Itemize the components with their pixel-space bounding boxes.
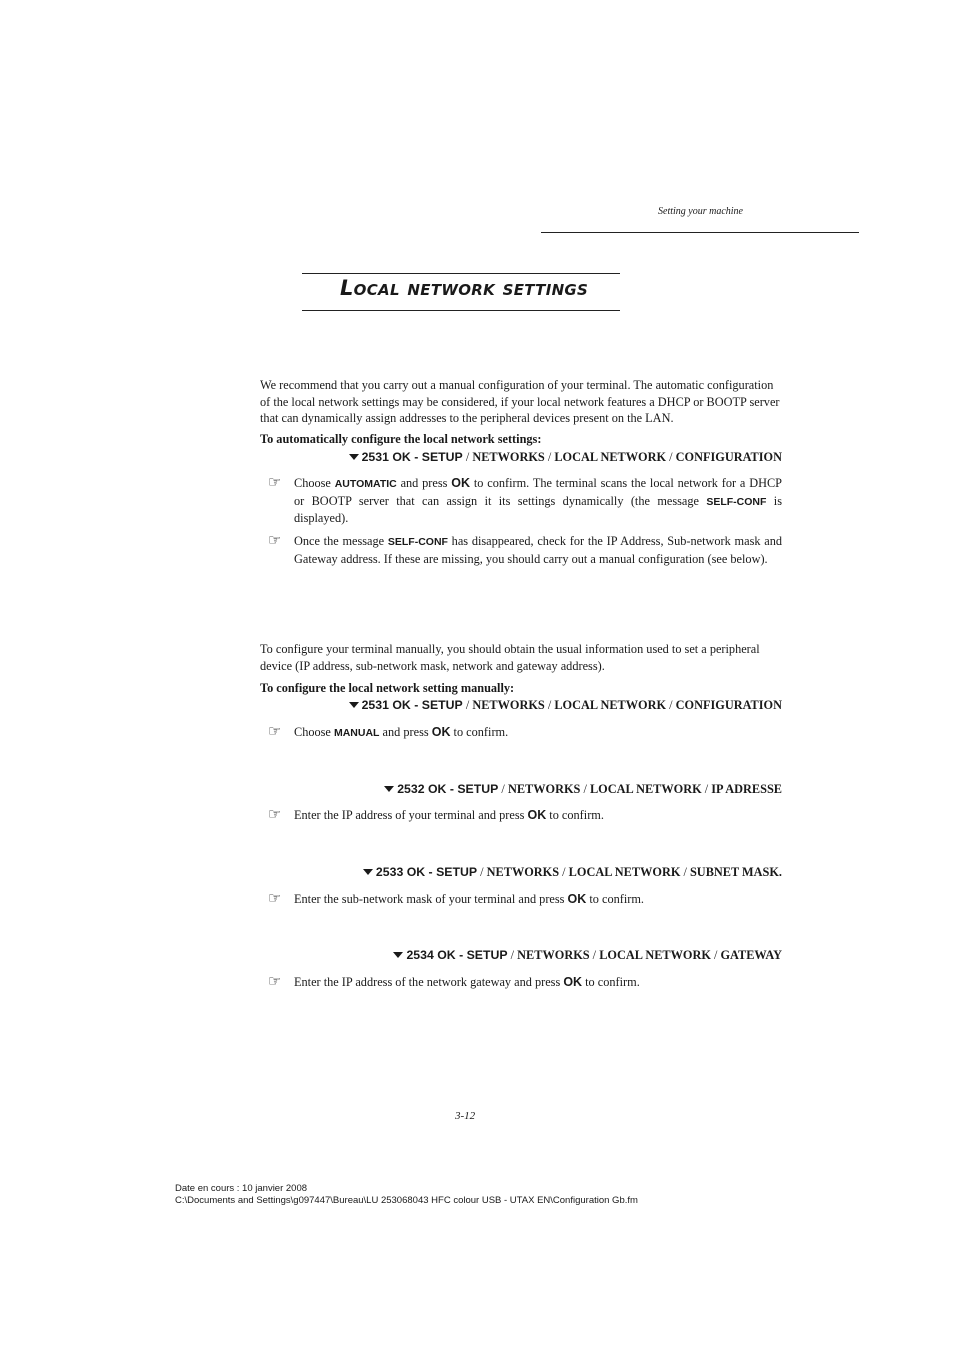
ok-key: OK — [431, 725, 451, 739]
manual-step-text: Choose MANUAL and press OK to confirm. — [294, 725, 509, 739]
auto-step-1-text: Choose AUTOMATIC and press OK to confirm. The terminal scans the local network for a DHCP or BOOTP server that can assign it its settings dynamically (the message SELF-CONF is displayed). — [294, 476, 782, 526]
menu-networks: NETWORKS — [517, 948, 590, 962]
menu-separator: / — [559, 865, 569, 879]
auto-menu-path — [349, 450, 782, 465]
pointing-hand-icon: ☞ — [268, 972, 282, 990]
menu-code: 2531 OK - SETUP — [361, 698, 463, 712]
triangle-down-icon — [393, 952, 403, 958]
menu-separator: / — [477, 865, 487, 879]
manual-intro-paragraph: To configure your terminal manually, you should obtain the usual information used to set a peripheral device (IP address, sub-network mask, network and gateway address). — [260, 642, 760, 673]
menu-separator: / — [462, 450, 473, 464]
menu-local-network: LOCAL NETWORK — [568, 865, 681, 879]
menu-separator: / — [544, 450, 555, 464]
triangle-down-icon — [349, 702, 359, 708]
keyword-manual: MANUAL — [333, 727, 380, 739]
subnet-menu-path — [363, 865, 782, 880]
pointing-hand-icon: ☞ — [268, 531, 282, 549]
ok-key: OK — [451, 476, 471, 490]
menu-networks: NETWORKS — [472, 698, 545, 712]
menu-code: 2531 OK - SETUP — [361, 450, 463, 464]
menu-local-network: LOCAL NETWORK — [589, 782, 702, 796]
section-title-box — [302, 273, 620, 311]
footer-date: Date en cours : 10 janvier 2008 — [175, 1183, 308, 1194]
ok-key: OK — [563, 975, 583, 989]
menu-separator: / — [498, 782, 508, 796]
triangle-down-icon — [363, 869, 373, 875]
header-rule — [541, 232, 859, 233]
menu-networks: NETWORKS — [507, 782, 581, 796]
ip-step-text: Enter the IP address of your terminal and press OK to confirm. — [294, 808, 604, 822]
menu-separator: / — [507, 948, 518, 962]
menu-networks: NETWORKS — [472, 450, 545, 464]
auto-heading: To automatically configure the local network settings: — [260, 432, 542, 446]
menu-separator: / — [666, 698, 676, 712]
keyword-automatic: AUTOMATIC — [334, 478, 397, 490]
triangle-down-icon — [384, 786, 394, 792]
menu-separator: / — [589, 948, 600, 962]
auto-step-2-text: Once the message SELF-CONF has disappeared, check for the IP Address, Sub-network mask and Gateway address. If these are missing, you should carry out a manual configuration (see below). — [294, 534, 782, 566]
auto-step-1 — [268, 475, 782, 527]
subnet-step — [268, 891, 782, 908]
manual-heading: To configure the local network setting manually: — [260, 681, 515, 695]
subnet-step-text: Enter the sub-network mask of your terminal and press OK to confirm. — [294, 892, 645, 906]
menu-separator: / — [544, 698, 555, 712]
ok-key: OK — [527, 808, 547, 822]
pointing-hand-icon: ☞ — [268, 805, 282, 823]
menu-local-network: LOCAL NETWORK — [554, 450, 667, 464]
footer-file-path: C:\Documents and Settings\g097447\Bureau\LU 253068043 HFC colour USB - UTAX EN\Configuration Gb.fm — [175, 1195, 638, 1206]
running-header: Setting your machine — [658, 206, 743, 217]
keyword-self-conf: SELF-CONF — [706, 495, 767, 508]
menu-local-network: LOCAL NETWORK — [554, 698, 667, 712]
menu-separator: / — [710, 948, 721, 962]
pointing-hand-icon: ☞ — [268, 473, 282, 491]
menu-ip-adresse: IP ADRESSE — [711, 782, 782, 796]
menu-separator: / — [580, 782, 590, 796]
menu-separator: / — [666, 450, 676, 464]
gateway-menu-path — [393, 948, 782, 963]
manual-menu-path — [349, 698, 782, 713]
keyword-self-conf: SELF-CONF — [387, 536, 448, 548]
menu-code: 2534 OK - SETUP — [406, 948, 508, 962]
page-number: 3-12 — [455, 1110, 476, 1122]
menu-separator: / — [462, 698, 473, 712]
menu-local-network: LOCAL NETWORK — [599, 948, 711, 962]
menu-configuration: CONFIGURATION — [675, 450, 782, 464]
menu-gateway: GATEWAY — [720, 948, 782, 962]
menu-configuration: CONFIGURATION — [675, 698, 782, 712]
menu-code: 2532 OK - SETUP — [397, 782, 499, 796]
menu-separator: / — [701, 782, 712, 796]
pointing-hand-icon: ☞ — [268, 722, 282, 740]
ip-step — [268, 807, 782, 824]
section-title: Local network settings — [340, 276, 589, 300]
menu-subnet-mask: SUBNET MASK. — [689, 865, 782, 879]
ok-key: OK — [567, 892, 587, 906]
triangle-down-icon — [349, 454, 359, 460]
manual-step — [268, 724, 782, 742]
gateway-step — [268, 974, 782, 991]
gateway-step-text: Enter the IP address of the network gateway and press OK to confirm. — [294, 975, 640, 989]
menu-separator: / — [680, 865, 690, 879]
ip-menu-path — [384, 782, 782, 797]
auto-step-2 — [268, 533, 782, 567]
pointing-hand-icon: ☞ — [268, 889, 282, 907]
menu-code: 2533 OK - SETUP — [375, 865, 478, 879]
intro-paragraph: We recommend that you carry out a manual configuration of your terminal. The automatic configuration of the local network settings may be considered, if your local network features a DHCP or BOOTP server that can dynamically assign addresses to the peripheral devices present on the LAN. — [260, 378, 780, 425]
menu-networks: NETWORKS — [486, 865, 560, 879]
